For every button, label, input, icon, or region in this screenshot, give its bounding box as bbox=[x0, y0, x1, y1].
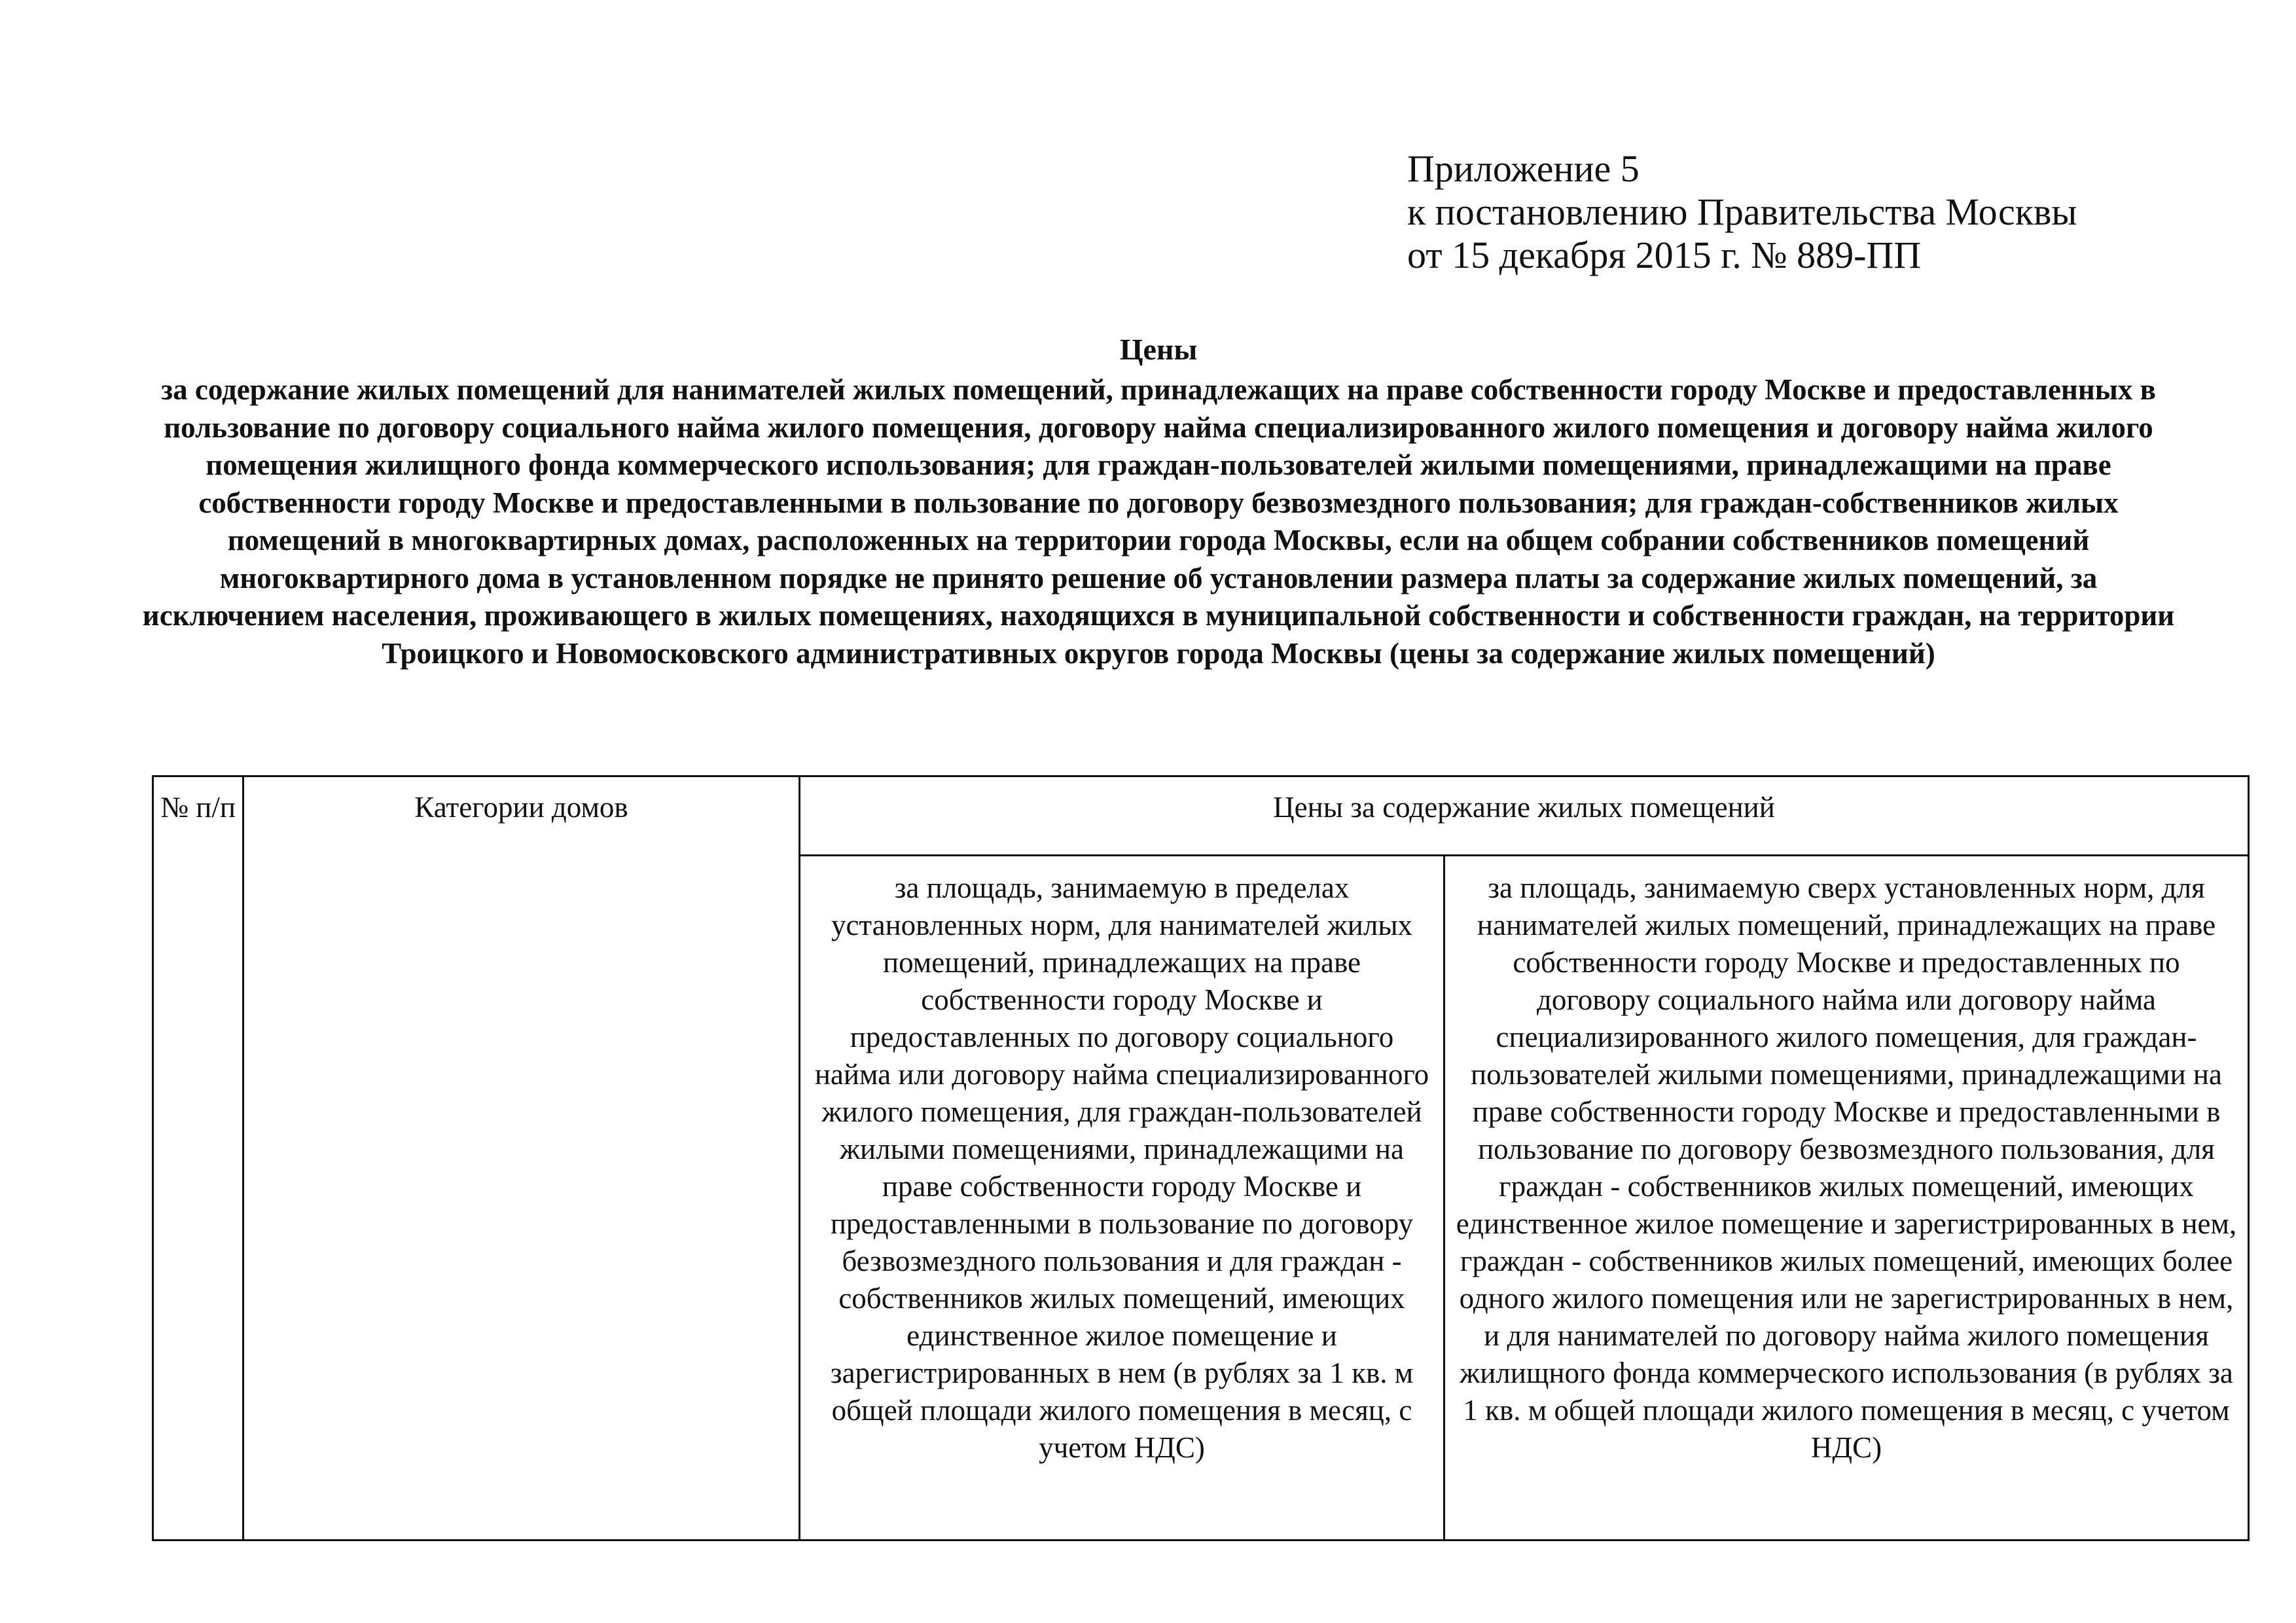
appendix-resolution: к постановлению Правительства Москвы bbox=[1407, 191, 2077, 233]
subheader-above-norms-cell bbox=[1444, 856, 2249, 1541]
header-category: Категории домов bbox=[414, 791, 628, 824]
appendix-date-number: от 15 декабря 2015 г. № 889-ПП bbox=[1407, 234, 1922, 276]
prices-table bbox=[152, 775, 2250, 1541]
appendix-header bbox=[1407, 147, 2077, 277]
document-title bbox=[131, 331, 2186, 672]
subheader-within-norms-cell bbox=[800, 856, 1444, 1541]
header-prices-cell bbox=[800, 776, 2249, 856]
title-heading: Цены bbox=[1119, 333, 1198, 366]
appendix-number: Приложение 5 bbox=[1407, 147, 1640, 190]
title-description: за содержание жилых помещений для нанимателей жилых помещений, принадлежащих на праве собственности городу Москве и предоставленных в пользование по договору социального найма жилого помещения, договору найма специализированного жилого помещения и договору найма жилого помещения жилищного фонда коммерческого использования; для граждан-пользователей жилыми помещениями, принадлежащими на праве собственности городу Москве и предоставленными в пользование по договору безвозмездного пользования; для граждан-собственников жилых помещений в многоквартирных домах, расположенных на территории города Москвы, если на общем собрании собственников помещений многоквартирного дома в установленном порядке не принято решение об установлении размера платы за содержание жилых помещений, за исключением населения, проживающего в жилых помещениях, находящихся в муниципальной собственности и собственности граждан, на территории Троицкого и Новомосковского административных округов города Москвы (цены за содержание жилых помещений) bbox=[142, 373, 2175, 670]
header-prices: Цены за содержание жилых помещений bbox=[1273, 791, 1775, 824]
header-number-cell bbox=[153, 776, 243, 1541]
subheader-within-norms: за площадь, занимаемую в пределах установленных норм, для нанимателей жилых помещений, принадлежащих на праве собственности городу Москве и предоставленных по договору социального найма или договору найма специализированного жилого помещения, для граждан-пользователей жилыми помещениями, принадлежащими на праве собственности городу Москве и предоставленными в пользование по договору безвозмездного пользования и для граждан - собственников жилых помещений, имеющих единственное жилое помещение и зарегистрированных в нем (в рублях за 1 кв. м общей площади жилого помещения в месяц, с учетом НДС) bbox=[814, 871, 1429, 1464]
header-number: № п/п bbox=[160, 791, 236, 824]
table-header-row bbox=[153, 776, 2249, 856]
subheader-above-norms: за площадь, занимаемую сверх установленных норм, для нанимателей жилых помещений, принадлежащих на праве собственности городу Москве и предоставленных по договору социального найма или договору найма специализированного жилого помещения, для граждан-пользователей жилыми помещениями, принадлежащими на праве собственности городу Москве и предоставленными в пользование по договору безвозмездного пользования, для граждан - собственников жилых помещений, имеющих единственное жилое помещение и зарегистрированных в нем, граждан - собственников жилых помещений, имеющих более одного жилого помещения или не зарегистрированных в нем, и для нанимателей по договору найма жилого помещения жилищного фонда коммерческого использования (в рублях за 1 кв. м общей площади жилого помещения в месяц, с учетом НДС) bbox=[1456, 871, 2237, 1464]
header-category-cell bbox=[243, 776, 800, 1541]
